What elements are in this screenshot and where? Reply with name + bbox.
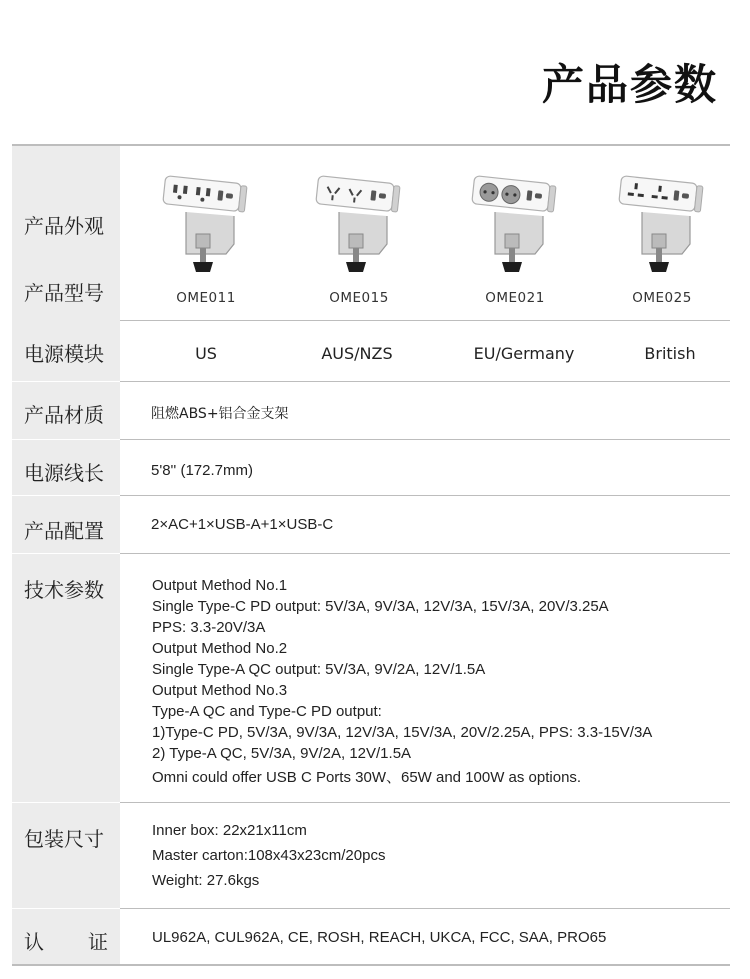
- material-value: 阻燃ABS+铝合金支架: [151, 406, 289, 422]
- label-tech-params: 技术参数: [24, 578, 104, 602]
- package-cell: [120, 803, 730, 908]
- label-appearance: 产品外观: [24, 214, 104, 238]
- product-image-ome011: [156, 174, 256, 279]
- table-bottom-border: [12, 964, 730, 966]
- material-cell: [120, 382, 730, 439]
- product-image-ome021: [465, 174, 565, 279]
- tech-line: 1)Type-C PD, 5V/3A, 9V/3A, 12V/3A, 15V/3A, 20V/2.25A, PPS: 3.3-15V/3A: [152, 724, 653, 741]
- row-power-module: [12, 321, 730, 381]
- row-label: [12, 803, 120, 908]
- power-module-cell: [120, 321, 730, 381]
- label-model: 产品型号: [24, 281, 104, 305]
- row-tech-params: [12, 554, 730, 802]
- tech-line: Output Method No.3: [152, 682, 288, 699]
- label-cable-length: 电源线长: [24, 461, 104, 485]
- package-line: Inner box: 22x21x11cm: [152, 822, 307, 839]
- label-material: 产品材质: [24, 403, 104, 427]
- label-cert-1: 认: [24, 930, 44, 954]
- module-eu: EU/Germany: [473, 344, 575, 363]
- model-ome025: OME025: [632, 290, 692, 306]
- model-ome015: OME015: [329, 290, 389, 306]
- products-cell: [120, 146, 730, 321]
- tech-line: Omni could offer USB C Ports 30W、65W and 100W as options.: [152, 769, 582, 786]
- label-power-module: 电源模块: [24, 342, 104, 366]
- label-package: 包装尺寸: [24, 827, 104, 851]
- row-material: [12, 382, 730, 439]
- row-label: [12, 554, 120, 802]
- row-label: [12, 909, 120, 964]
- tech-params-cell: [120, 554, 730, 802]
- tech-line: 2) Type-A QC, 5V/3A, 9V/2A, 12V/1.5A: [152, 745, 412, 762]
- row-label: [12, 496, 120, 553]
- configuration-value: 2×AC+1×USB-A+1×USB-C: [151, 516, 334, 533]
- label-cert-2: 证: [88, 930, 108, 954]
- tech-line: Type-A QC and Type-C PD output:: [152, 703, 382, 720]
- package-line: Master carton:108x43x23cm/20pcs: [152, 847, 386, 864]
- tech-line: Output Method No.1: [152, 577, 288, 594]
- certification-value: UL962A, CUL962A, CE, ROSH, REACH, UKCA, FCC, SAA, PRO65: [152, 929, 607, 946]
- module-aus: AUS/NZS: [321, 344, 393, 363]
- page-title: 产品参数: [541, 60, 718, 109]
- row-label: [12, 321, 120, 381]
- module-us: US: [195, 344, 217, 363]
- tech-line: Single Type-C PD output: 5V/3A, 9V/3A, 12V/3A, 15V/3A, 20V/3.25A: [152, 598, 609, 615]
- tech-line: PPS: 3.3-20V/3A: [152, 619, 266, 636]
- row-configuration: [12, 496, 730, 553]
- row-package: [12, 803, 730, 908]
- tech-line: Output Method No.2: [152, 640, 288, 657]
- cable-length-cell: [120, 440, 730, 495]
- row-label: [12, 382, 120, 439]
- model-ome021: OME021: [485, 290, 545, 306]
- product-image-ome015: [309, 174, 409, 279]
- configuration-cell: [120, 496, 730, 553]
- product-image-ome025: [612, 174, 712, 279]
- module-british: British: [644, 344, 696, 363]
- row-certification: [12, 909, 730, 964]
- row-label: [12, 440, 120, 495]
- row-appearance-model: [12, 146, 730, 321]
- tech-line: Single Type-A QC output: 5V/3A, 9V/2A, 12V/1.5A: [152, 661, 486, 678]
- cable-length-value: 5'8'' (172.7mm): [151, 462, 253, 479]
- row-cable-length: [12, 440, 730, 495]
- label-configuration: 产品配置: [24, 519, 104, 543]
- package-line: Weight: 27.6kgs: [152, 872, 260, 889]
- certification-cell: [120, 909, 730, 964]
- model-ome011: OME011: [176, 290, 236, 306]
- row-label: [12, 146, 120, 321]
